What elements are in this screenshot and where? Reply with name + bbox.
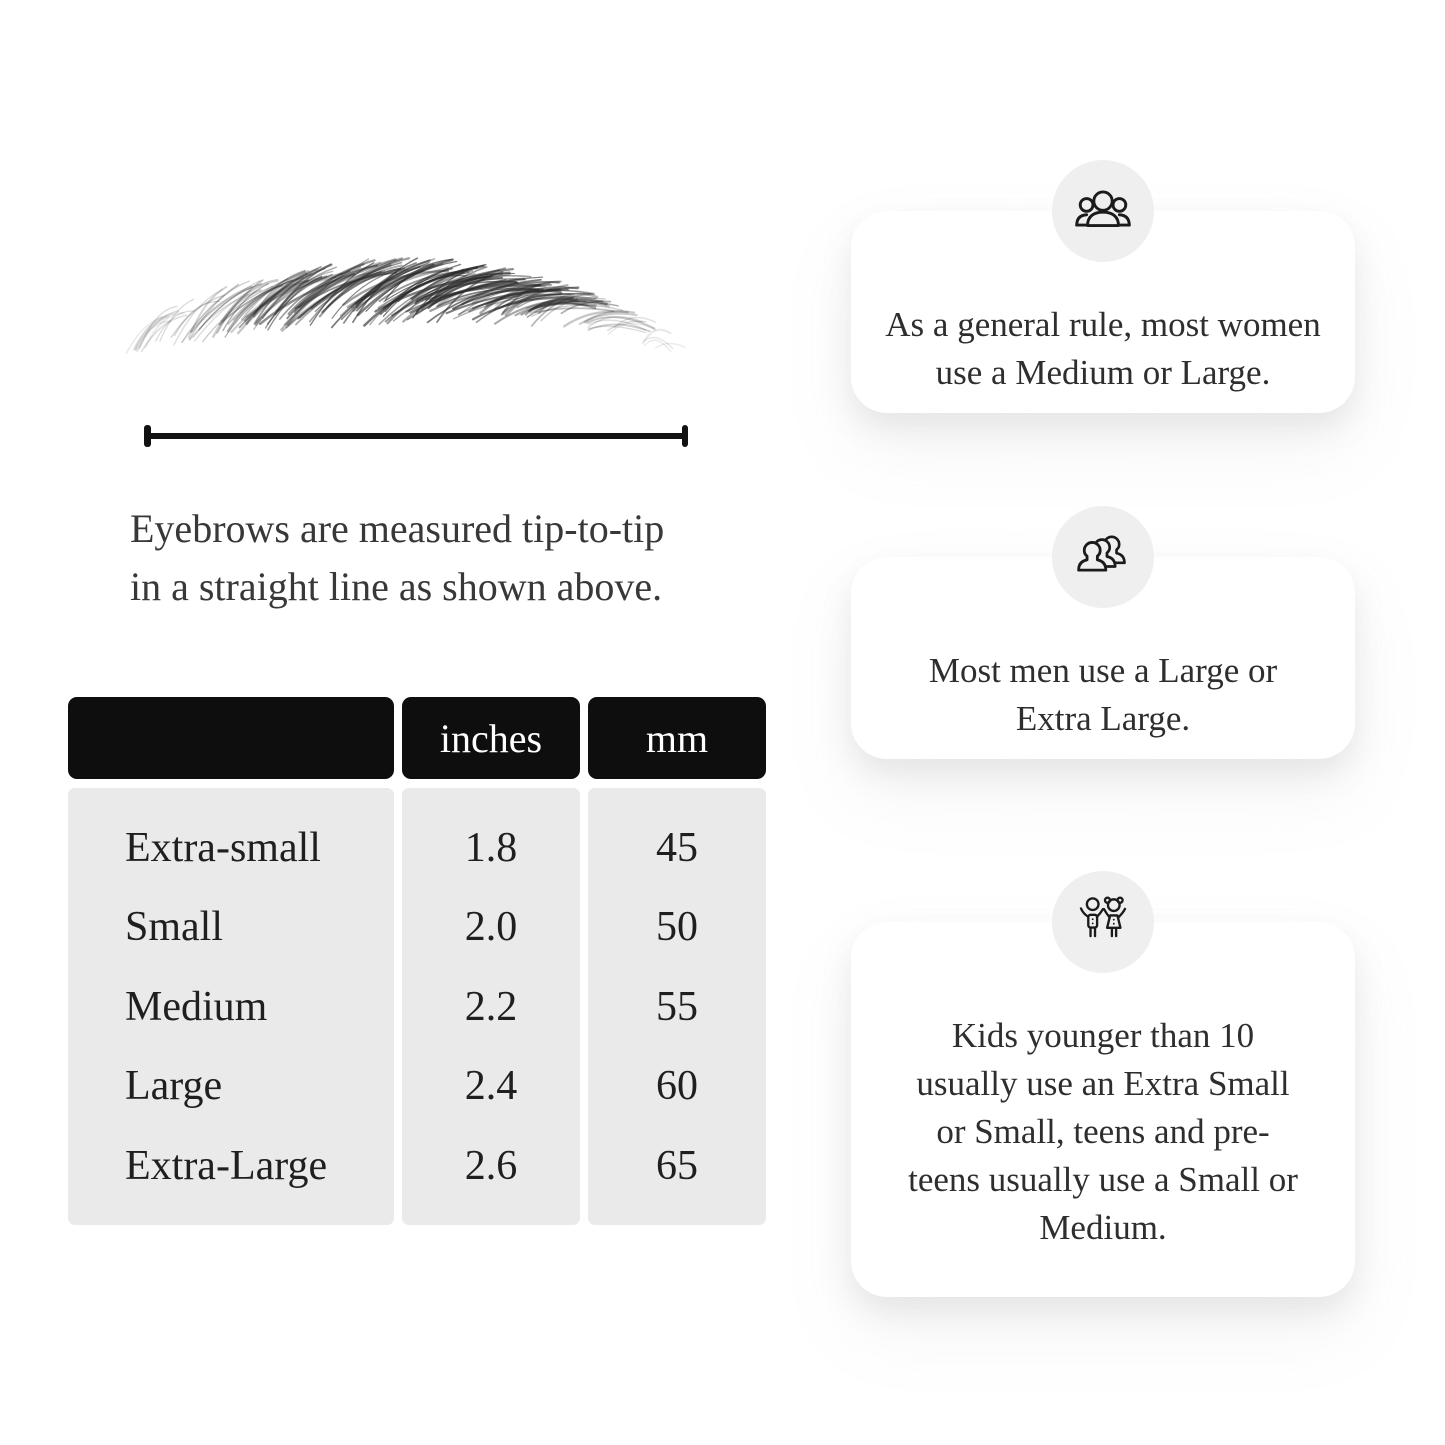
eyebrow-illustration	[115, 238, 690, 403]
info-card-men-text: Most men use a Large or Extra Large.	[928, 651, 1278, 738]
figure-caption-line-2: in a straight line as shown above.	[130, 564, 663, 609]
size-table-header-blank	[68, 697, 394, 779]
mm-value-cell: 60	[656, 1063, 698, 1109]
figure-caption	[130, 500, 664, 616]
mm-value-cell: 65	[656, 1142, 698, 1189]
icon-circle-men	[1052, 506, 1154, 608]
size-table-header-row	[68, 697, 766, 779]
size-table-column-mm	[588, 788, 766, 1225]
size-label-cell: Extra-Large	[125, 1142, 328, 1189]
mm-value-cell: 50	[656, 904, 698, 950]
info-card-women-text: As a general rule, most women use a Medium or Large.	[885, 305, 1321, 392]
size-table-body	[68, 788, 766, 1225]
inches-value-cell: 2.6	[464, 1142, 518, 1189]
men-group-icon	[1073, 527, 1133, 587]
icon-circle-kids	[1052, 871, 1154, 973]
size-label-cell: Small	[125, 904, 224, 950]
measurement-line-right-cap	[682, 425, 689, 447]
size-label-cell: Large	[125, 1063, 223, 1109]
inches-value-cell: 1.8	[464, 824, 518, 871]
size-table-header-mm: mm	[588, 697, 766, 779]
size-label-cell: Medium	[125, 983, 268, 1030]
icon-circle-women	[1052, 160, 1154, 262]
info-card-kids	[851, 922, 1355, 1297]
mm-value-cell: 55	[656, 983, 698, 1030]
info-card-men	[851, 557, 1355, 759]
measurement-line	[144, 425, 688, 447]
inches-value-cell: 2.0	[464, 904, 518, 950]
children-icon	[1073, 892, 1133, 952]
size-table-column-inches	[402, 788, 580, 1225]
measurement-line-bar	[146, 433, 686, 439]
info-card-kids-text: Kids younger than 10 usually use an Extra Small or Small, teens and pre-teens usually use a Small or Medium.	[908, 1016, 1298, 1247]
women-group-icon	[1073, 181, 1133, 241]
size-table	[68, 697, 766, 1225]
size-label-cell: Extra-small	[125, 824, 321, 871]
inches-value-cell: 2.4	[464, 1063, 518, 1109]
inches-value-cell: 2.2	[464, 983, 518, 1030]
figure-caption-line-1: Eyebrows are measured tip-to-tip	[130, 506, 665, 551]
mm-value-cell: 45	[656, 824, 698, 871]
size-table-header-inches: inches	[402, 697, 580, 779]
info-card-women	[851, 211, 1355, 413]
size-table-column-labels	[68, 788, 394, 1225]
